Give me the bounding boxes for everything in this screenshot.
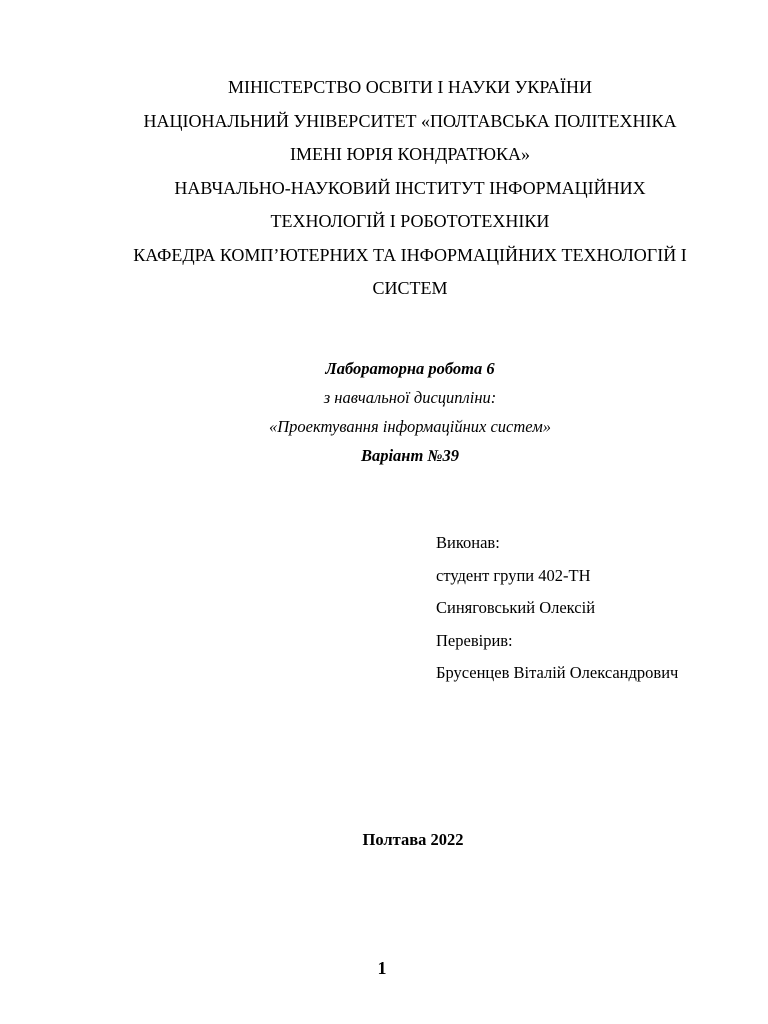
city-year: Полтава 2022: [362, 830, 464, 849]
page-number: 1: [377, 958, 387, 978]
department-line-2: СИСТЕМ: [372, 278, 448, 298]
ministry-line: МІНІСТЕРСТВО ОСВІТИ І НАУКИ УКРАЇНИ: [227, 77, 593, 97]
performed-label: Виконав:: [436, 533, 500, 552]
discipline-name: «Проектування інформаційних систем»: [269, 417, 551, 436]
institute-line-2: ТЕХНОЛОГІЙ І РОБОТОТЕХНІКИ: [270, 211, 550, 231]
signature-block: [436, 527, 678, 690]
university-line-2: ІМЕНІ ЮРІЯ КОНДРАТЮКА»: [290, 144, 530, 164]
university-line-1: НАЦІОНАЛЬНИЙ УНІВЕРСИТЕТ «ПОЛТАВСЬКА ПОЛІТЕХНІКА: [143, 110, 677, 131]
work-title-block: [150, 354, 670, 470]
department-line-1: КАФЕДРА КОМП’ЮТЕРНИХ ТА ІНФОРМАЦІЙНИХ ТЕХНОЛОГІЙ І: [133, 244, 687, 265]
student-name: Синяговський Олексій: [436, 598, 596, 617]
work-title: Лабораторна робота 6: [325, 359, 495, 378]
institute-line-1: НАВЧАЛЬНО-НАУКОВИЙ ІНСТИТУТ ІНФОРМАЦІЙНИХ: [174, 177, 646, 198]
checked-label: Перевірив:: [436, 630, 513, 650]
student-group: студент групи 402-ТН: [436, 565, 591, 585]
discipline-intro: з навчальної дисципліни:: [323, 388, 497, 407]
teacher-name: Брусенцев Віталій Олександрович: [436, 663, 679, 682]
institution-header: [100, 71, 720, 306]
variant-label: Варіант №39: [360, 446, 460, 465]
